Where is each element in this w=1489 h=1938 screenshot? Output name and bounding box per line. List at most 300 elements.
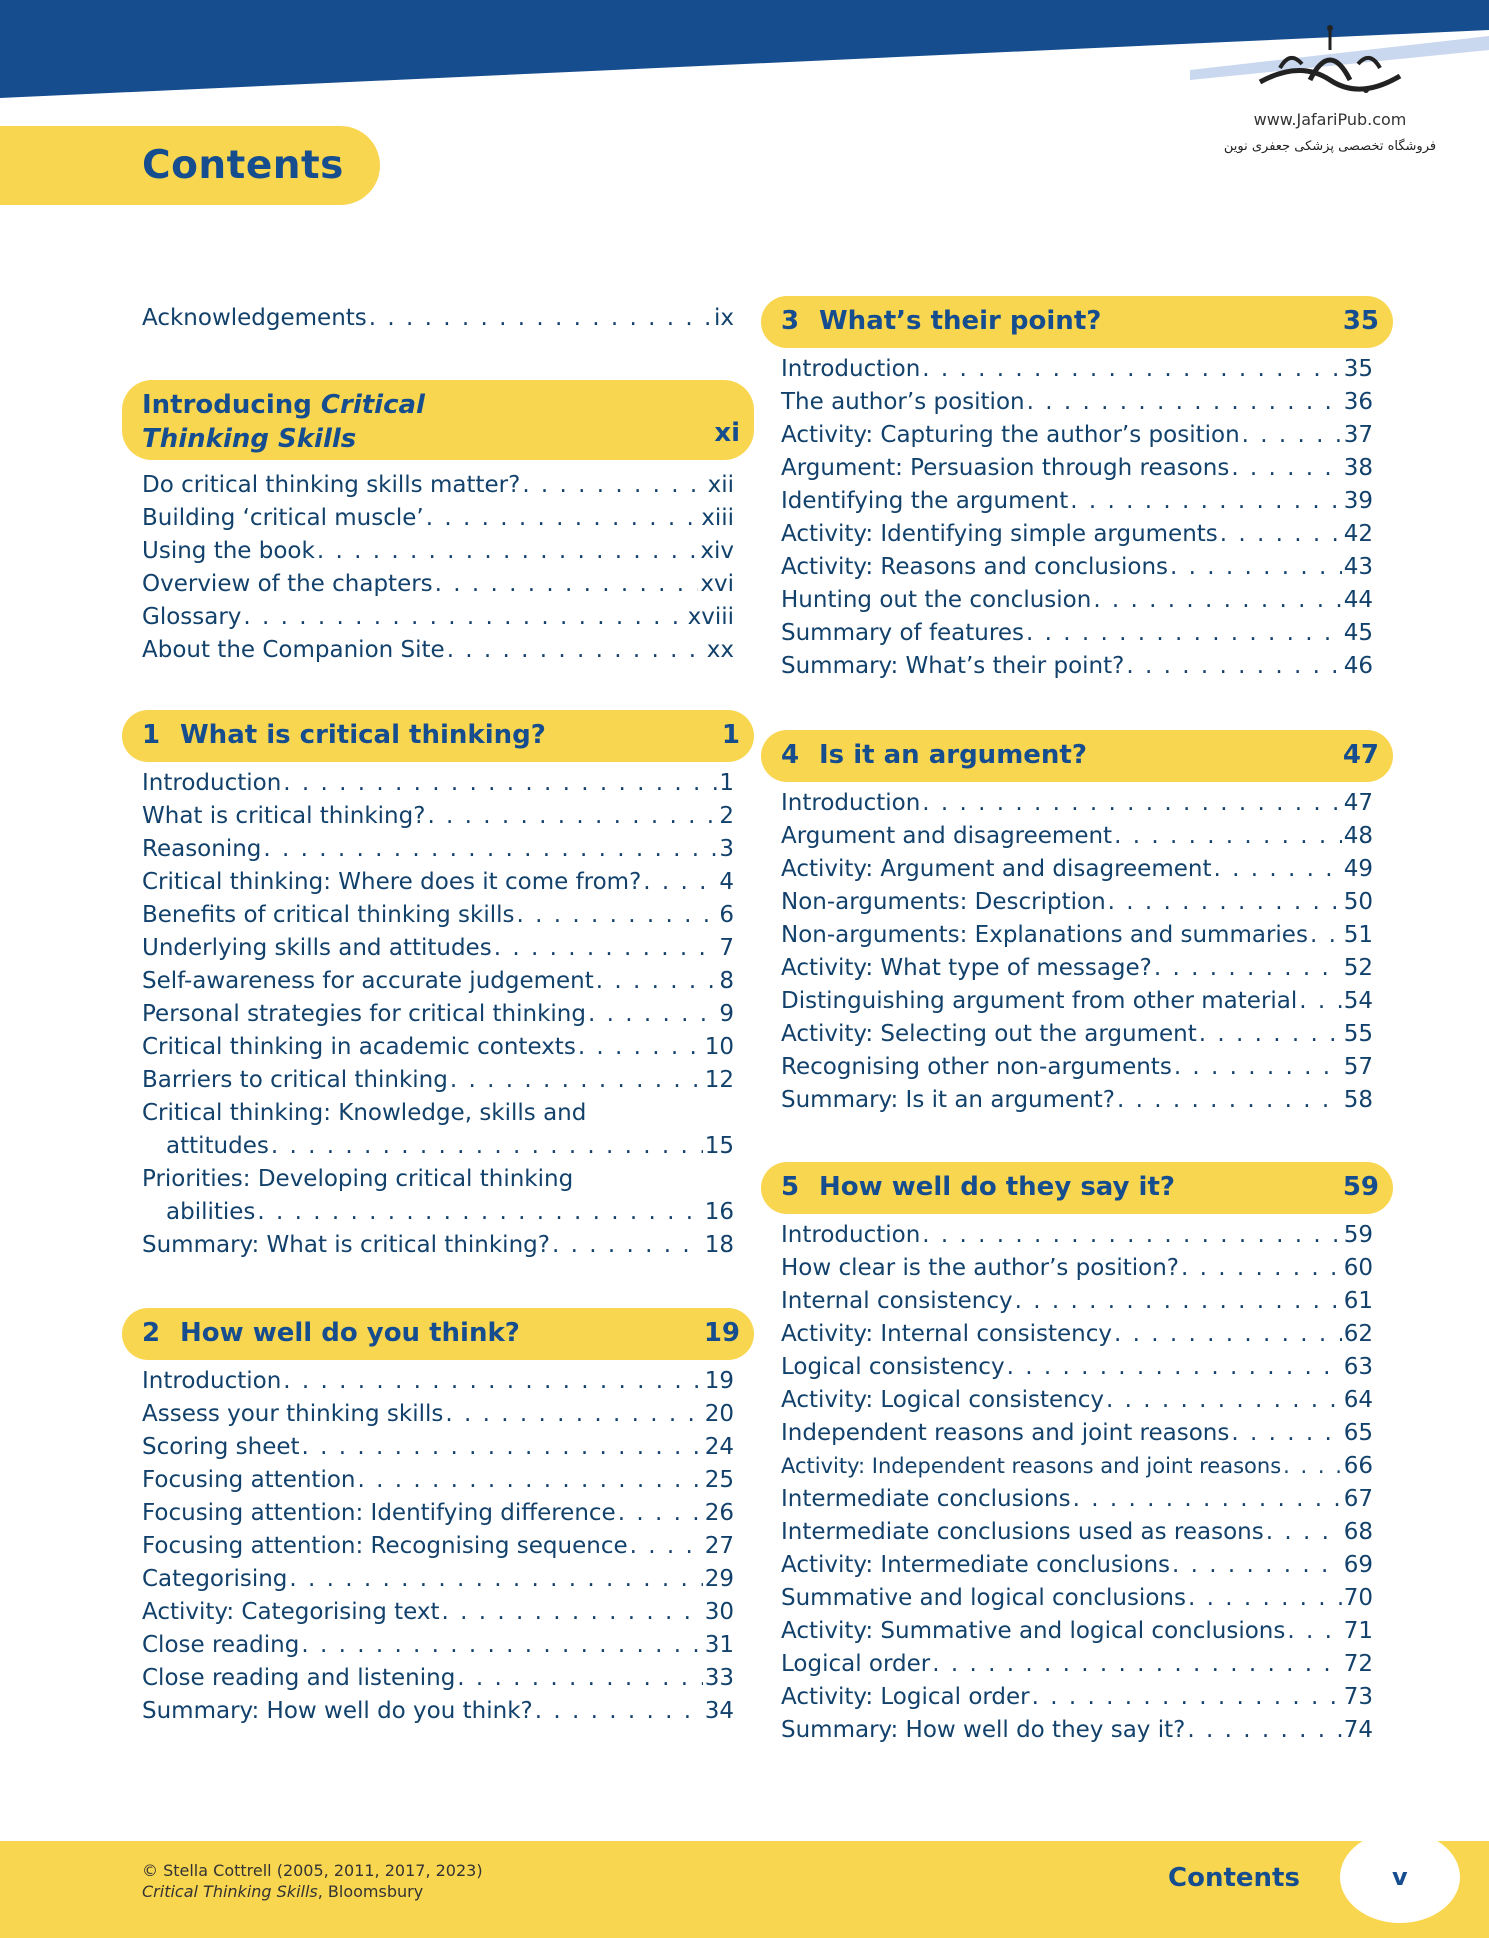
toc-entry-title: Logical order xyxy=(781,1651,931,1677)
toc-entry-page: 45 xyxy=(1343,620,1373,646)
toc-entry-page: 54 xyxy=(1343,988,1373,1014)
leader-dots xyxy=(317,538,699,564)
toc-entry-title: Internal consistency xyxy=(781,1288,1013,1314)
leader-dots xyxy=(1070,488,1341,514)
leader-dots xyxy=(1027,389,1342,415)
book-title: Critical Thinking Skills xyxy=(142,1882,318,1901)
leader-dots xyxy=(1007,1354,1342,1380)
toc-entry[interactable] xyxy=(142,1001,734,1035)
toc-entry[interactable] xyxy=(142,1401,734,1435)
toc-entry[interactable] xyxy=(781,1087,1373,1121)
toc-entry-title: Recognising other non-arguments xyxy=(781,1054,1172,1080)
toc-entry-page: 47 xyxy=(1343,790,1373,816)
chapter-title: What is critical thinking? xyxy=(180,720,546,750)
chapter-title: How well do they say it? xyxy=(819,1172,1175,1202)
toc-entry[interactable] xyxy=(781,488,1373,522)
chapter-page: 35 xyxy=(1342,306,1379,336)
toc-entry-page: 12 xyxy=(704,1067,734,1093)
toc-entry[interactable] xyxy=(781,1651,1373,1685)
toc-entry-page: 29 xyxy=(704,1566,734,1592)
toc-entry-title: Summary: What’s their point? xyxy=(781,653,1125,679)
leader-dots xyxy=(1114,1321,1342,1347)
toc-entry[interactable] xyxy=(781,422,1373,456)
toc-entry[interactable] xyxy=(781,856,1373,890)
toc-entry-page: 1 xyxy=(719,770,734,796)
leader-dots xyxy=(445,1401,702,1427)
toc-entry[interactable] xyxy=(781,389,1373,423)
toc-entry[interactable] xyxy=(781,356,1373,390)
page-number: v xyxy=(1392,1863,1408,1891)
leader-dots xyxy=(435,571,699,597)
chapter-band-4[interactable] xyxy=(761,730,1393,782)
toc-entry-title: The author’s position xyxy=(781,389,1025,415)
toc-entry[interactable] xyxy=(781,1420,1373,1454)
toc-entry[interactable] xyxy=(781,455,1373,489)
toc-entry-title: Hunting out the conclusion xyxy=(781,587,1092,613)
toc-entry-title: Personal strategies for critical thinking xyxy=(142,1001,586,1027)
leader-dots xyxy=(1231,455,1341,481)
toc-entry[interactable] xyxy=(142,869,734,903)
toc-entry[interactable] xyxy=(781,1684,1373,1718)
leader-dots xyxy=(289,1566,702,1592)
chapter-page: 47 xyxy=(1342,740,1379,770)
leader-dots xyxy=(1114,823,1342,849)
copyright-block xyxy=(142,1860,483,1902)
leader-dots xyxy=(588,1001,717,1027)
leader-dots xyxy=(1174,1054,1342,1080)
leader-dots xyxy=(457,1665,702,1691)
toc-entry[interactable] xyxy=(142,505,734,539)
copyright-text: © Stella Cottrell (2005, 2011, 2017, 2023) xyxy=(142,1861,483,1880)
toc-entry[interactable] xyxy=(781,1618,1373,1652)
leader-dots xyxy=(1073,1486,1342,1512)
toc-entry-title: Argument: Persuasion through reasons xyxy=(781,455,1230,481)
toc-entry[interactable] xyxy=(781,988,1373,1022)
toc-entry[interactable] xyxy=(142,770,734,804)
toc-entry-page: 7 xyxy=(719,935,734,961)
toc-entry-page: 46 xyxy=(1343,653,1373,679)
toc-entry[interactable] xyxy=(781,1453,1373,1487)
leader-dots xyxy=(369,305,712,331)
toc-entry-page: 34 xyxy=(704,1698,734,1724)
toc-entry-page: 3 xyxy=(719,836,734,862)
chapter-band-3[interactable] xyxy=(761,296,1393,348)
leader-dots xyxy=(1220,521,1342,547)
toc-entry-title: Activity: Reasons and conclusions xyxy=(781,554,1169,580)
toc-entry-title: Introduction xyxy=(142,770,282,796)
chapter-band-5[interactable] xyxy=(761,1162,1393,1214)
leader-dots xyxy=(1231,1420,1341,1446)
publisher-tagline: فروشگاه تخصصی پزشکی جعفری نوین xyxy=(1223,139,1437,154)
leader-dots xyxy=(450,1067,703,1093)
leader-dots xyxy=(1015,1288,1342,1314)
toc-entry[interactable] xyxy=(781,1519,1373,1553)
toc-entry-title: Activity: Internal consistency xyxy=(781,1321,1113,1347)
toc-entry[interactable] xyxy=(142,968,734,1002)
chapter-title: Is it an argument? xyxy=(819,740,1087,770)
toc-entry[interactable] xyxy=(781,1354,1373,1388)
toc-entry-title: Focusing attention: Identifying difference xyxy=(142,1500,616,1526)
toc-entry-title: Benefits of critical thinking skills xyxy=(142,902,515,928)
toc-entry-page: xx xyxy=(706,637,734,663)
leader-dots xyxy=(1266,1519,1342,1545)
chapter-number: 4 xyxy=(781,740,800,770)
toc-entry-title: Summary: Is it an argument? xyxy=(781,1087,1115,1113)
leader-dots xyxy=(1093,587,1341,613)
toc-entry[interactable] xyxy=(142,472,734,506)
toc-entry-title: Activity: Selecting out the argument xyxy=(781,1021,1197,1047)
leader-dots xyxy=(357,1467,702,1493)
toc-entry-page: 59 xyxy=(1343,1222,1373,1248)
toc-entry-page: 24 xyxy=(704,1434,734,1460)
toc-entry-title: Introduction xyxy=(781,790,921,816)
toc-entry[interactable] xyxy=(142,1632,734,1666)
toc-entry[interactable] xyxy=(781,1288,1373,1322)
toc-entry-page: 43 xyxy=(1343,554,1373,580)
toc-entry-page: 73 xyxy=(1343,1684,1373,1710)
toc-entry-title: Intermediate conclusions used as reasons xyxy=(781,1519,1264,1545)
toc-entry-title: Activity: Identifying simple arguments xyxy=(781,521,1218,547)
toc-entry-title: Close reading xyxy=(142,1632,300,1658)
toc-entry-first-line[interactable] xyxy=(142,1100,734,1134)
toc-entry-page: 42 xyxy=(1343,521,1373,547)
toc-entry-page: 67 xyxy=(1343,1486,1373,1512)
leader-dots xyxy=(630,1533,703,1559)
toc-entry[interactable] xyxy=(142,1368,734,1402)
toc-entry[interactable] xyxy=(142,1500,734,1534)
toc-entry-title: Building ‘critical muscle’ xyxy=(142,505,424,531)
toc-entry-title: Priorities: Developing critical thinking xyxy=(142,1166,574,1192)
toc-entry[interactable] xyxy=(142,1232,734,1266)
toc-entry-page: 58 xyxy=(1343,1087,1373,1113)
toc-entry[interactable] xyxy=(142,1034,734,1068)
leader-dots xyxy=(578,1034,703,1060)
leader-dots xyxy=(1026,620,1342,646)
toc-entry-title: Summary: How well do you think? xyxy=(142,1698,533,1724)
chapter-number: 1 xyxy=(142,720,161,750)
leader-dots xyxy=(618,1500,703,1526)
book-credit xyxy=(142,1881,483,1902)
leader-dots xyxy=(1199,1021,1342,1047)
toc-entry-page: 4 xyxy=(719,869,734,895)
toc-entry-title: Barriers to critical thinking xyxy=(142,1067,448,1093)
toc-entry-title: Summary: How well do they say it? xyxy=(781,1717,1186,1743)
toc-entry-title: Scoring sheet xyxy=(142,1434,300,1460)
toc-entry-title: Introduction xyxy=(781,1222,921,1248)
toc-entry[interactable] xyxy=(142,836,734,870)
leader-dots xyxy=(283,770,717,796)
section-title-italic-line2: Thinking Skills xyxy=(142,424,357,454)
chapter-number: 5 xyxy=(781,1172,800,1202)
toc-entry-continuation[interactable] xyxy=(142,1199,734,1233)
toc-entry[interactable] xyxy=(142,1467,734,1501)
toc-entry[interactable] xyxy=(781,1021,1373,1055)
toc-entry[interactable] xyxy=(781,587,1373,621)
chapter-band-2[interactable] xyxy=(122,1308,754,1360)
toc-entry-page: 33 xyxy=(704,1665,734,1691)
chapter-page: 59 xyxy=(1342,1172,1379,1202)
toc-entry-title: Glossary xyxy=(142,604,242,630)
chapter-number: 2 xyxy=(142,1318,161,1348)
publisher-logo xyxy=(1205,20,1455,154)
toc-entry[interactable] xyxy=(142,604,734,638)
toc-entry-page: 15 xyxy=(704,1133,734,1159)
leader-dots xyxy=(257,1199,702,1225)
leader-dots xyxy=(922,1222,1341,1248)
toc-entry-page: 9 xyxy=(719,1001,734,1027)
toc-entry-title: How clear is the author’s position? xyxy=(781,1255,1179,1281)
toc-entry[interactable] xyxy=(781,1054,1373,1088)
toc-entry-title: Independent reasons and joint reasons xyxy=(781,1420,1230,1446)
toc-entry-title: What is critical thinking? xyxy=(142,803,426,829)
toc-entry[interactable] xyxy=(781,790,1373,824)
toc-entry-page: 48 xyxy=(1343,823,1373,849)
toc-entry[interactable] xyxy=(781,823,1373,857)
leader-dots xyxy=(263,836,717,862)
toc-entry-title: Non-arguments: Explanations and summaries xyxy=(781,922,1308,948)
toc-entry-page: 19 xyxy=(704,1368,734,1394)
leader-dots xyxy=(447,637,705,663)
toc-entry-title-cont: attitudes xyxy=(166,1133,269,1159)
toc-entry-page: 71 xyxy=(1343,1618,1373,1644)
toc-entry-page: 69 xyxy=(1343,1552,1373,1578)
leader-dots xyxy=(1287,1618,1341,1644)
toc-entry-title: Reasoning xyxy=(142,836,262,862)
toc-entry-title: Activity: What type of message? xyxy=(781,955,1152,981)
toc-entry[interactable] xyxy=(781,1255,1373,1289)
toc-entry-title: Introduction xyxy=(781,356,921,382)
leader-dots xyxy=(302,1434,703,1460)
leader-dots xyxy=(1181,1255,1342,1281)
toc-entry-page: 61 xyxy=(1343,1288,1373,1314)
toc-entry-page: 70 xyxy=(1343,1585,1373,1611)
section-band-introducing[interactable] xyxy=(122,380,754,460)
toc-entry[interactable] xyxy=(781,1717,1373,1751)
toc-entry-title: Argument and disagreement xyxy=(781,823,1113,849)
chapter-page: 19 xyxy=(703,1318,740,1348)
toc-entry-page: ix xyxy=(713,305,734,331)
toc-entry[interactable] xyxy=(781,889,1373,923)
leader-dots xyxy=(426,505,699,531)
section-title xyxy=(142,388,425,456)
leader-dots xyxy=(1126,653,1341,679)
toc-entry-page: 60 xyxy=(1343,1255,1373,1281)
toc-entry-title: Distinguishing argument from other material xyxy=(781,988,1298,1014)
toc-entry-page: 20 xyxy=(704,1401,734,1427)
toc-entry-title: Overview of the chapters xyxy=(142,571,433,597)
toc-entry-page: 62 xyxy=(1343,1321,1373,1347)
publisher-name: , Bloomsbury xyxy=(317,1882,424,1901)
toc-entry-title: Summary: What is critical thinking? xyxy=(142,1232,550,1258)
toc-entry-title: Critical thinking in academic contexts xyxy=(142,1034,576,1060)
toc-entry-title: Intermediate conclusions xyxy=(781,1486,1071,1512)
leader-dots xyxy=(1106,1387,1342,1413)
leader-dots xyxy=(1172,1552,1342,1578)
toc-entry-title: Focusing attention: Recognising sequence xyxy=(142,1533,628,1559)
toc-entry-page: 52 xyxy=(1343,955,1373,981)
toc-entry-title: Activity: Summative and logical conclusions xyxy=(781,1618,1286,1644)
toc-entry[interactable] xyxy=(781,922,1373,956)
toc-entry-page: 10 xyxy=(704,1034,734,1060)
toc-entry[interactable] xyxy=(142,637,734,671)
toc-entry-page: 6 xyxy=(719,902,734,928)
leader-dots xyxy=(596,968,718,994)
toc-entry-title: Summary of features xyxy=(781,620,1024,646)
leader-dots xyxy=(442,1599,703,1625)
toc-entry-title: About the Companion Site xyxy=(142,637,445,663)
toc-entry-title: Logical consistency xyxy=(781,1354,1005,1380)
toc-entry-title: Acknowledgements xyxy=(142,305,367,331)
toc-entry[interactable] xyxy=(142,935,734,969)
toc-entry[interactable] xyxy=(142,1698,734,1732)
chapter-page: 1 xyxy=(721,720,740,750)
leader-dots xyxy=(552,1232,703,1258)
toc-entry[interactable] xyxy=(781,955,1373,989)
leader-dots xyxy=(1032,1684,1342,1710)
leader-dots xyxy=(301,1632,702,1658)
toc-entry[interactable] xyxy=(142,571,734,605)
toc-entry[interactable] xyxy=(781,1321,1373,1355)
toc-entry[interactable] xyxy=(142,1665,734,1699)
toc-entry-page: xiv xyxy=(700,538,734,564)
toc-entry-page: 39 xyxy=(1343,488,1373,514)
leader-dots xyxy=(1299,988,1341,1014)
toc-entry-title: Identifying the argument xyxy=(781,488,1069,514)
toc-entry-title: Introduction xyxy=(142,1368,282,1394)
leader-dots xyxy=(1242,422,1342,448)
toc-entry[interactable] xyxy=(781,521,1373,555)
chapter-number: 3 xyxy=(781,306,800,336)
toc-entry-acknowledgements[interactable] xyxy=(142,305,734,339)
toc-entry-page: 30 xyxy=(704,1599,734,1625)
leader-dots xyxy=(1310,922,1342,948)
leader-dots xyxy=(522,472,705,498)
toc-entry-page: xiii xyxy=(701,505,734,531)
toc-entry[interactable] xyxy=(142,902,734,936)
toc-entry-page: 74 xyxy=(1343,1717,1373,1743)
toc-entry-title: Do critical thinking skills matter? xyxy=(142,472,521,498)
toc-entry-page: xii xyxy=(707,472,734,498)
leader-dots xyxy=(1108,889,1342,915)
toc-entry[interactable] xyxy=(142,1566,734,1600)
toc-entry-page: 50 xyxy=(1343,889,1373,915)
toc-entry-page: 64 xyxy=(1343,1387,1373,1413)
toc-entry-page: 16 xyxy=(704,1199,734,1225)
toc-entry[interactable] xyxy=(781,554,1373,588)
toc-entry[interactable] xyxy=(142,1067,734,1101)
leader-dots xyxy=(243,604,685,630)
toc-entry-page: 57 xyxy=(1343,1054,1373,1080)
toc-entry-title: Activity: Argument and disagreement xyxy=(781,856,1212,882)
leader-dots xyxy=(283,1368,702,1394)
toc-entry-page: 18 xyxy=(704,1232,734,1258)
leader-dots xyxy=(494,935,718,961)
leader-dots xyxy=(922,790,1341,816)
toc-entry-page: 2 xyxy=(719,803,734,829)
leader-dots xyxy=(932,1651,1341,1677)
toc-entry-page: xvi xyxy=(700,571,734,597)
contents-tab xyxy=(0,126,380,205)
leader-dots xyxy=(1170,554,1342,580)
publisher-url: www.JafariPub.com xyxy=(1253,110,1407,129)
toc-entry-page: 66 xyxy=(1343,1453,1373,1479)
toc-entry-title: Assess your thinking skills xyxy=(142,1401,444,1427)
toc-entry-first-line[interactable] xyxy=(142,1166,734,1200)
toc-entry[interactable] xyxy=(142,538,734,572)
toc-entry[interactable] xyxy=(142,1599,734,1633)
toc-entry-title: Critical thinking: Where does it come from? xyxy=(142,869,642,895)
toc-entry-title: Activity: Logical order xyxy=(781,1684,1030,1710)
toc-entry-title-cont: abilities xyxy=(166,1199,256,1225)
footer-section-title: Contents xyxy=(1168,1863,1300,1893)
toc-entry-title: Self-awareness for accurate judgement xyxy=(142,968,594,994)
toc-entry[interactable] xyxy=(781,1486,1373,1520)
toc-entry-continuation[interactable] xyxy=(142,1133,734,1167)
page-title: Contents xyxy=(142,143,344,188)
toc-entry-title: Underlying skills and attitudes xyxy=(142,935,492,961)
toc-entry[interactable] xyxy=(781,620,1373,654)
toc-entry-page: 65 xyxy=(1343,1420,1373,1446)
toc-entry[interactable] xyxy=(142,1434,734,1468)
toc-entry-page: 49 xyxy=(1343,856,1373,882)
toc-entry-page: 63 xyxy=(1343,1354,1373,1380)
toc-entry[interactable] xyxy=(781,1387,1373,1421)
leader-dots xyxy=(1283,1454,1342,1478)
section-title-italic: Critical xyxy=(320,390,425,420)
jafari-logo-icon xyxy=(1240,20,1420,110)
toc-entry-page: 26 xyxy=(704,1500,734,1526)
leader-dots xyxy=(427,803,717,829)
leader-dots xyxy=(271,1133,703,1159)
toc-entry-title: Activity: Categorising text xyxy=(142,1599,440,1625)
toc-entry-page: 27 xyxy=(704,1533,734,1559)
toc-entry[interactable] xyxy=(781,1222,1373,1256)
toc-entry[interactable] xyxy=(781,1585,1373,1619)
toc-entry-page: 44 xyxy=(1343,587,1373,613)
toc-entry-page: 72 xyxy=(1343,1651,1373,1677)
toc-entry-title: Activity: Independent reasons and joint reasons xyxy=(781,1454,1282,1478)
toc-entry-page: 8 xyxy=(719,968,734,994)
chapter-band-1[interactable] xyxy=(122,710,754,762)
leader-dots xyxy=(1154,955,1342,981)
section-page: xi xyxy=(714,418,740,448)
toc-entry-page: 25 xyxy=(704,1467,734,1493)
toc-entry-title: Categorising xyxy=(142,1566,288,1592)
toc-entry[interactable] xyxy=(142,1533,734,1567)
toc-entry[interactable] xyxy=(781,653,1373,687)
toc-entry-title: Using the book xyxy=(142,538,315,564)
toc-entry-page: xviii xyxy=(687,604,734,630)
toc-entry-page: 51 xyxy=(1343,922,1373,948)
leader-dots xyxy=(1213,856,1341,882)
leader-dots xyxy=(922,356,1341,382)
toc-entry-page: 38 xyxy=(1343,455,1373,481)
toc-entry-title: Close reading and listening xyxy=(142,1665,456,1691)
leader-dots xyxy=(1187,1717,1341,1743)
toc-entry[interactable] xyxy=(781,1552,1373,1586)
toc-entry-title: Activity: Intermediate conclusions xyxy=(781,1552,1171,1578)
chapter-title: How well do you think? xyxy=(180,1318,520,1348)
toc-entry[interactable] xyxy=(142,803,734,837)
chapter-title: What’s their point? xyxy=(819,306,1102,336)
leader-dots xyxy=(535,1698,703,1724)
toc-entry-title: Critical thinking: Knowledge, skills and xyxy=(142,1100,587,1126)
toc-entry-title: Focusing attention xyxy=(142,1467,356,1493)
toc-entry-title: Activity: Capturing the author’s position xyxy=(781,422,1240,448)
toc-entry-page: 35 xyxy=(1343,356,1373,382)
toc-entry-page: 37 xyxy=(1343,422,1373,448)
toc-entry-page: 55 xyxy=(1343,1021,1373,1047)
